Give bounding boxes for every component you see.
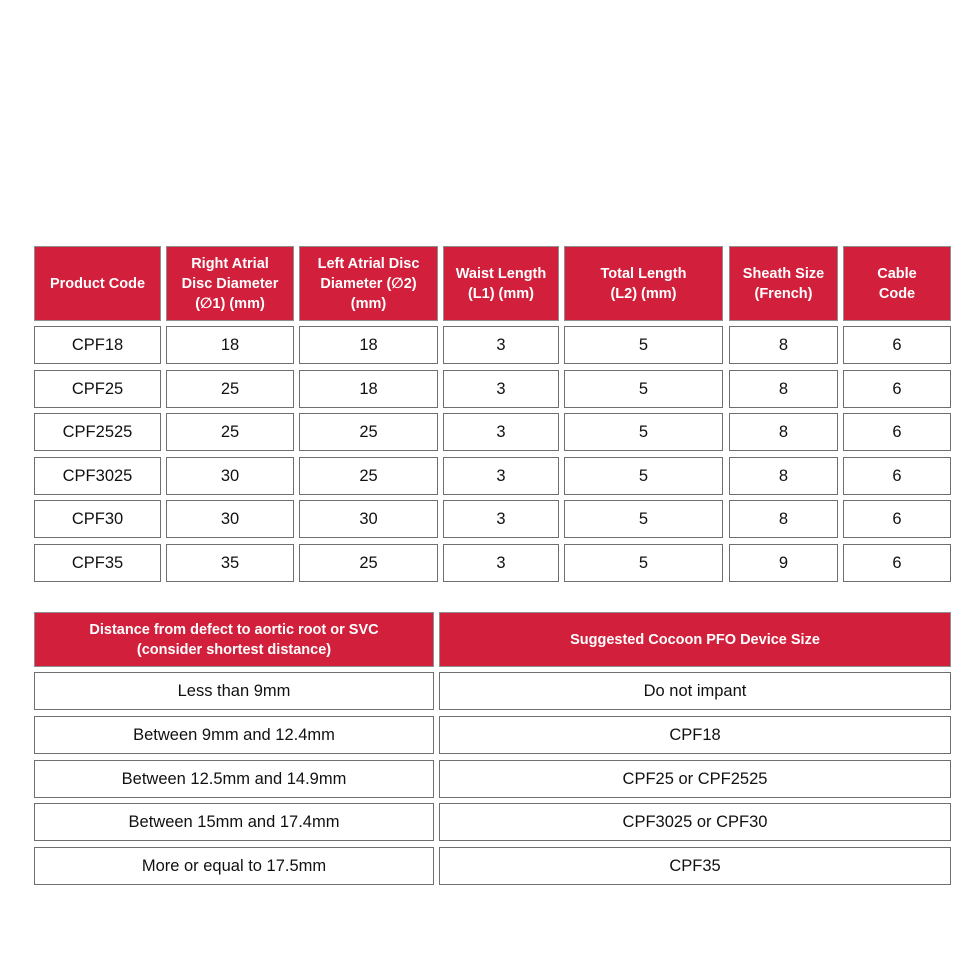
- cell-right-diameter: 25: [166, 413, 294, 451]
- cell-sheath-size: 8: [729, 326, 838, 364]
- cell-product-code: CPF25: [34, 370, 161, 408]
- cell-total-length: 5: [564, 326, 723, 364]
- cell-distance: Less than 9mm: [34, 672, 434, 710]
- cell-product-code: CPF18: [34, 326, 161, 364]
- cell-device-size: CPF25 or CPF2525: [439, 760, 951, 798]
- cell-cable-code: 6: [843, 457, 951, 495]
- cell-waist-length: 3: [443, 413, 559, 451]
- cell-product-code: CPF3025: [34, 457, 161, 495]
- cell-product-code: CPF30: [34, 500, 161, 538]
- header-product-code: Product Code: [34, 246, 161, 321]
- cell-device-size: CPF18: [439, 716, 951, 754]
- cell-right-diameter: 25: [166, 370, 294, 408]
- cell-waist-length: 3: [443, 544, 559, 582]
- cell-left-diameter: 25: [299, 413, 438, 451]
- cell-sheath-size: 8: [729, 413, 838, 451]
- cell-total-length: 5: [564, 413, 723, 451]
- cell-waist-length: 3: [443, 326, 559, 364]
- cell-left-diameter: 25: [299, 544, 438, 582]
- cell-cable-code: 6: [843, 544, 951, 582]
- header-right-atrial-disc-diameter: Right Atrial Disc Diameter (∅1) (mm): [166, 246, 294, 321]
- cell-total-length: 5: [564, 370, 723, 408]
- cell-device-size: Do not impant: [439, 672, 951, 710]
- cell-right-diameter: 30: [166, 500, 294, 538]
- header-waist-length: Waist Length (L1) (mm): [443, 246, 559, 321]
- cell-distance: Between 12.5mm and 14.9mm: [34, 760, 434, 798]
- cell-device-size: CPF35: [439, 847, 951, 885]
- cell-left-diameter: 25: [299, 457, 438, 495]
- header-total-length: Total Length (L2) (mm): [564, 246, 723, 321]
- cell-cable-code: 6: [843, 413, 951, 451]
- cell-distance: Between 9mm and 12.4mm: [34, 716, 434, 754]
- cell-right-diameter: 18: [166, 326, 294, 364]
- cell-right-diameter: 35: [166, 544, 294, 582]
- cell-cable-code: 6: [843, 326, 951, 364]
- cell-distance: Between 15mm and 17.4mm: [34, 803, 434, 841]
- cell-left-diameter: 30: [299, 500, 438, 538]
- cell-sheath-size: 9: [729, 544, 838, 582]
- cell-sheath-size: 8: [729, 457, 838, 495]
- cell-total-length: 5: [564, 457, 723, 495]
- cell-product-code: CPF2525: [34, 413, 161, 451]
- cell-left-diameter: 18: [299, 326, 438, 364]
- header-cable-code: Cable Code: [843, 246, 951, 321]
- header-sheath-size: Sheath Size (French): [729, 246, 838, 321]
- header-left-atrial-disc-diameter: Left Atrial Disc Diameter (∅2) (mm): [299, 246, 438, 321]
- cell-total-length: 5: [564, 500, 723, 538]
- cell-right-diameter: 30: [166, 457, 294, 495]
- cell-waist-length: 3: [443, 500, 559, 538]
- cell-cable-code: 6: [843, 500, 951, 538]
- cell-distance: More or equal to 17.5mm: [34, 847, 434, 885]
- cell-product-code: CPF35: [34, 544, 161, 582]
- cell-total-length: 5: [564, 544, 723, 582]
- cell-sheath-size: 8: [729, 370, 838, 408]
- cell-waist-length: 3: [443, 370, 559, 408]
- cell-cable-code: 6: [843, 370, 951, 408]
- header-distance: Distance from defect to aortic root or SVC (consider shortest distance): [34, 612, 434, 667]
- cell-device-size: CPF3025 or CPF30: [439, 803, 951, 841]
- cell-sheath-size: 8: [729, 500, 838, 538]
- cell-waist-length: 3: [443, 457, 559, 495]
- header-suggested-device-size: Suggested Cocoon PFO Device Size: [439, 612, 951, 667]
- cell-left-diameter: 18: [299, 370, 438, 408]
